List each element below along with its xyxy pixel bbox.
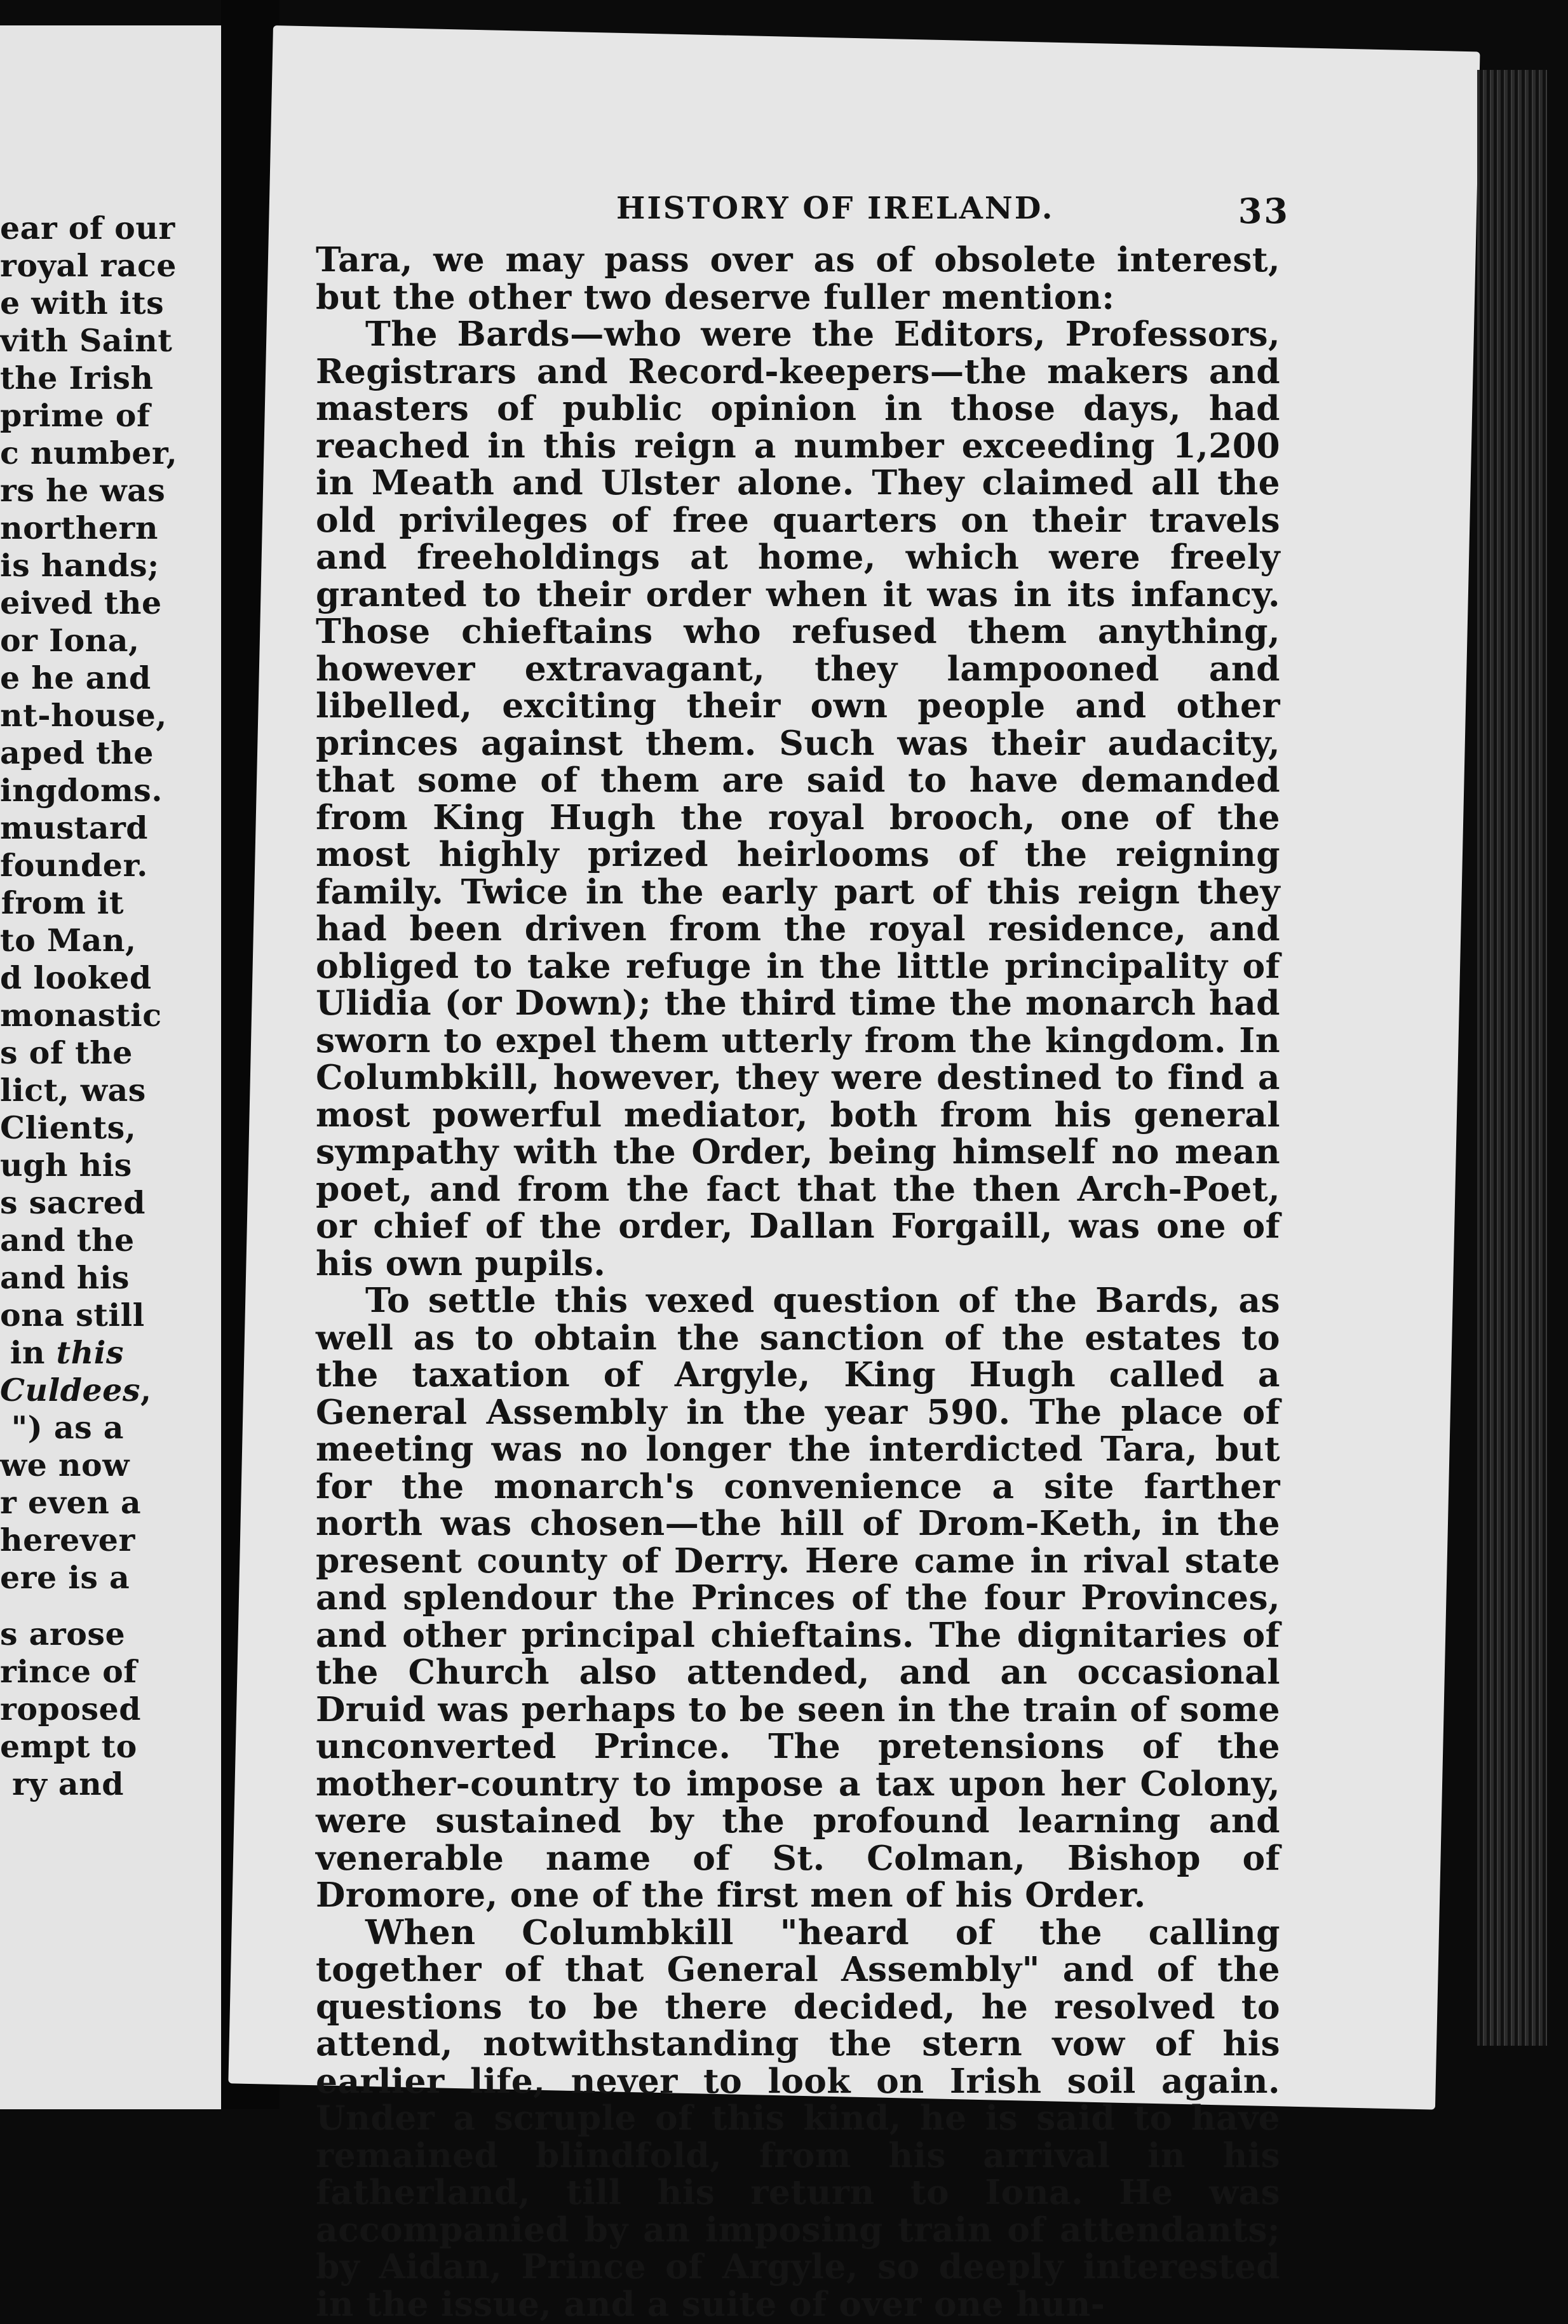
- left-page-line: Culdees,: [0, 1372, 152, 1409]
- paragraph: When Columbkill "heard of the calling together of that General Assembly" and of the questions to be there decided, he resolved to attend, notwithstanding the stern vow of his earlier life, never to look on Irish soil again. Under a scruple of this kind, he is said to have remained blindfold, from his arrival in his fatherland, till his return to Iona. He was accompanied by an imposing train of attendants; by Aidan, Prince of Argyle, so deeply interested in the issue, and a suite of over one hun-: [316, 1912, 1280, 2324]
- left-page-line: aped the: [0, 734, 154, 771]
- left-page-line: s of the: [0, 1034, 133, 1071]
- left-page-line: vith Saint: [0, 322, 173, 359]
- page-edge-stack: [1477, 70, 1547, 2046]
- left-page-line: lict, was: [0, 1072, 146, 1109]
- left-page-line: to Man,: [0, 922, 137, 959]
- left-page-line: mustard: [0, 809, 149, 846]
- left-page-line: the Irish: [0, 360, 154, 396]
- left-page-line: ") as a: [11, 1409, 124, 1446]
- paragraph: The Bards—who were the Editors, Professors, Registrars and Record-keepers—the makers and masters of public opinion in those days, had reached in this reign a number exceeding 1,200 in Meath and Ulster alone. They claimed all the old privileges of free quarters on their travels and freeholdings at home, which were freely granted to their order when it was in its infancy. Those chieftains who refused them anything, however extravagant, they lampooned and libelled, exciting their own people and other princes against them. Such was their audacity, that some of them are said to have demanded from King Hugh the royal brooch, one of the most highly prized heirlooms of the reigning family. Twice in the early part of this reign they had been driven from the royal residence, and obliged to take refuge in the little principality of Ulidia (or Down); the third time the monarch had sworn to expel them utterly from the kingdom. In Columbkill, however, they were destined to find a most powerful mediator, both from his general sympathy with the Order, being himself no mean poet, and from the fact that the then Arch-Poet, or chief of the order, Dallan Forgaill, was one of his own pupils.: [316, 314, 1280, 1283]
- left-page-line: in this: [10, 1334, 124, 1371]
- left-page-line: northern: [0, 510, 158, 546]
- left-page-line: rince of: [0, 1653, 137, 1690]
- paragraph: Tara, we may pass over as of obsolete interest, but the other two deserve fuller mention:: [316, 240, 1280, 317]
- paragraph: To settle this vexed question of the Bards, as well as to obtain the sanction of the estates to the taxation of Argyle, King Hugh called a General Assembly in the year 590. The place of meeting was no longer the interdicted Tara, but for the monarch's convenience a site farther north was chosen—the hill of Drom-Keth, in the present county of Derry. Here came in rival state and splendour the Princes of the four Provinces, and other principal chieftains. The dignitaries of the Church also attended, and an occasional Druid was perhaps to be seen in the train of some unconverted Prince. The pretensions of the mother-country to impose a tax upon her Colony, were sustained by the profound learning and venerable name of St. Colman, Bishop of Dromore, one of the first men of his Order.: [316, 1280, 1280, 1915]
- left-page-line: Clients,: [0, 1109, 137, 1146]
- left-page-line: founder.: [0, 847, 148, 884]
- left-page-line: r even a: [0, 1484, 142, 1521]
- left-page: [0, 25, 221, 2109]
- page-number: 33: [1238, 191, 1290, 231]
- left-page-line: ear of our: [0, 210, 175, 247]
- left-page-line: s arose: [0, 1616, 126, 1652]
- left-page-line: eived the: [0, 584, 162, 621]
- left-page-gap: [0, 1597, 124, 1616]
- left-page-line: e he and: [0, 659, 151, 696]
- left-page-text: [0, 210, 178, 1803]
- left-page-line: ere is a: [0, 1559, 130, 1596]
- left-page-line: prime of: [0, 397, 151, 434]
- left-page-line: is hands;: [0, 547, 159, 584]
- left-page-line: empt to: [0, 1728, 137, 1765]
- left-page-line: nt-house,: [0, 697, 167, 734]
- body-text: [316, 241, 1280, 2323]
- left-page-line: and his: [0, 1259, 130, 1296]
- left-page-line: or Iona,: [0, 622, 140, 659]
- left-page-line: royal race: [0, 247, 177, 284]
- running-title: HISTORY OF IRELAND.: [616, 191, 1055, 226]
- left-page-line: s sacred: [0, 1184, 146, 1221]
- left-page-line: and the: [0, 1222, 135, 1259]
- left-page-line: ona still: [0, 1297, 145, 1334]
- left-page-line: ingdoms.: [0, 772, 163, 809]
- left-page-line: e with its: [0, 285, 165, 321]
- left-page-line: rs he was: [0, 472, 166, 509]
- left-page-line: from it: [1, 884, 124, 921]
- left-page-line: d looked: [0, 959, 152, 996]
- left-page-line: ry and: [12, 1766, 124, 1802]
- left-page-line: ugh his: [0, 1147, 132, 1184]
- left-page-line: c number,: [0, 435, 178, 471]
- left-page-line: herever: [0, 1522, 135, 1558]
- left-page-line: we now: [0, 1447, 130, 1483]
- left-page-line: monastic: [0, 997, 162, 1034]
- left-page-line: roposed: [0, 1691, 141, 1727]
